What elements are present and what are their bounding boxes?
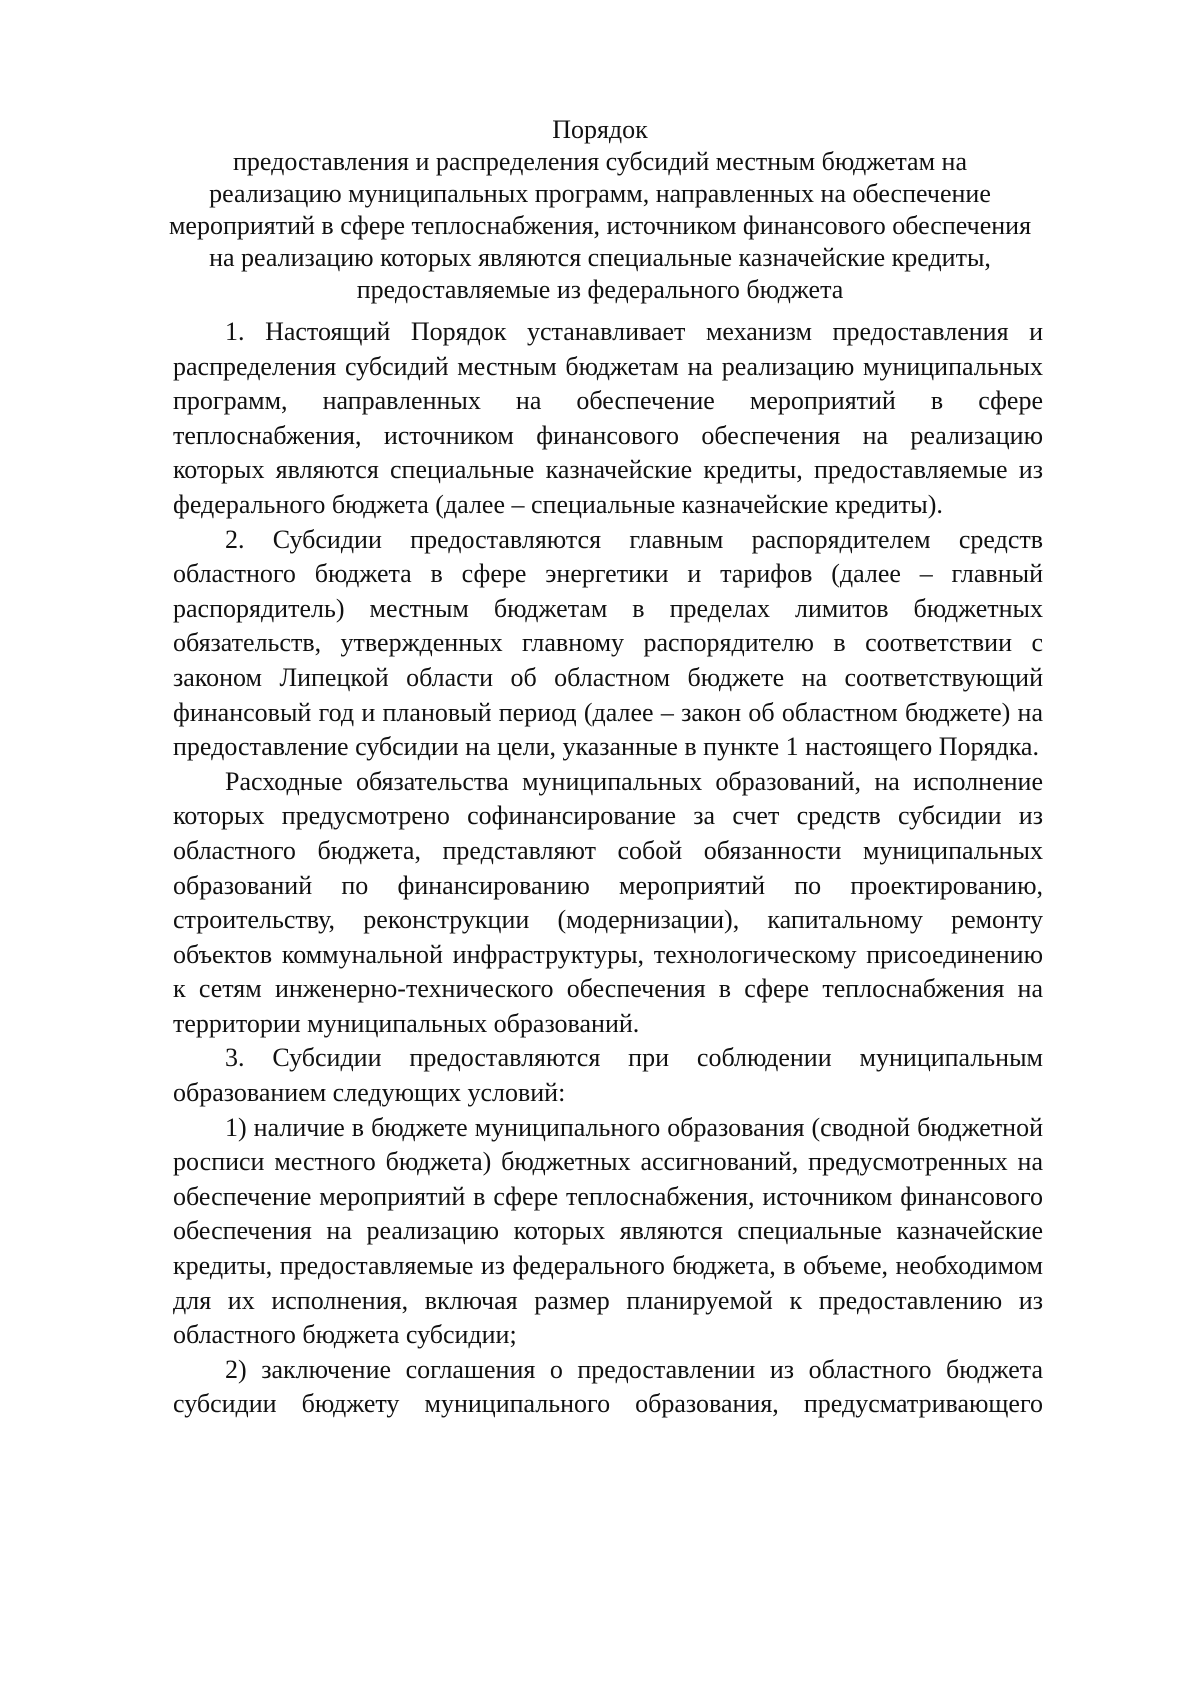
document-title: Порядок	[552, 115, 648, 144]
document-subtitle-line: реализацию муниципальных программ, направленных на обеспечение	[209, 179, 991, 208]
paragraph-obligations: Расходные обязательства муниципальных образований, на исполнение которых предусмотрено софинансирование за счет средств субсидии из областного бюджета, представляют собой обязанности муниципальных образований по финансированию мероприятий по проектированию, строительству, реконструкции (модернизации), капитальному ремонту объектов коммунальной инфраструктуры, технологическому присоединению к сетям инженерно-технического обеспечения в сфере теплоснабжения на территории муниципальных образований.	[173, 766, 1043, 1038]
paragraph-clause-3: 3. Субсидии предоставляются при соблюдении муниципальным образованием следующих условий:	[173, 1043, 1043, 1108]
paragraph-clause-2: 2. Субсидии предоставляются главным распорядителем средств областного бюджета в сфере энергетики и тарифов (далее – главный распорядитель) местным бюджетам в пределах лимитов бюджетных обязательств, утвержденных главному распорядителю в соответствии с законом Липецкой области об областном бюджете на соответствующий финансовый год и плановый период (далее – закон об областном бюджете) на предоставление субсидии на цели, указанные в пункте 1 настоящего Порядка.	[173, 524, 1043, 762]
paragraph-condition-2: 2) заключение соглашения о предоставлении из областного бюджета субсидии бюджету муниципального образования, предусматривающего	[173, 1354, 1043, 1419]
document-body	[173, 315, 1043, 1422]
document-subtitle-line: предоставляемые из федерального бюджета	[356, 275, 844, 304]
document-subtitle-line: предоставления и распределения субсидий местным бюджетам на	[233, 147, 967, 176]
document-subtitle-line: мероприятий в сфере теплоснабжения, источником финансового обеспечения	[168, 211, 1032, 240]
paragraph-condition-1: 1) наличие в бюджете муниципального образования (сводной бюджетной росписи местного бюджета) бюджетных ассигнований, предусмотренных на обеспечение мероприятий в сфере теплоснабжения, источником финансового обеспечения на реализацию которых являются специальные казначейские кредиты, предоставляемые из федерального бюджета, в объеме, необходимом для их исполнения, включая размер планируемой к предоставлению из областного бюджета субсидии;	[173, 1112, 1043, 1350]
paragraph-clause-1: 1. Настоящий Порядок устанавливает механизм предоставления и распределения субсидий местным бюджетам на реализацию муниципальных программ, направленных на обеспечение мероприятий в сфере теплоснабжения, источником финансового обеспечения на реализацию которых являются специальные казначейские кредиты, предоставляемые из федерального бюджета (далее – специальные казначейские кредиты).	[173, 317, 1043, 519]
document-title-block	[160, 114, 1040, 306]
document-subtitle-line: на реализацию которых являются специальные казначейские кредиты,	[209, 243, 991, 272]
